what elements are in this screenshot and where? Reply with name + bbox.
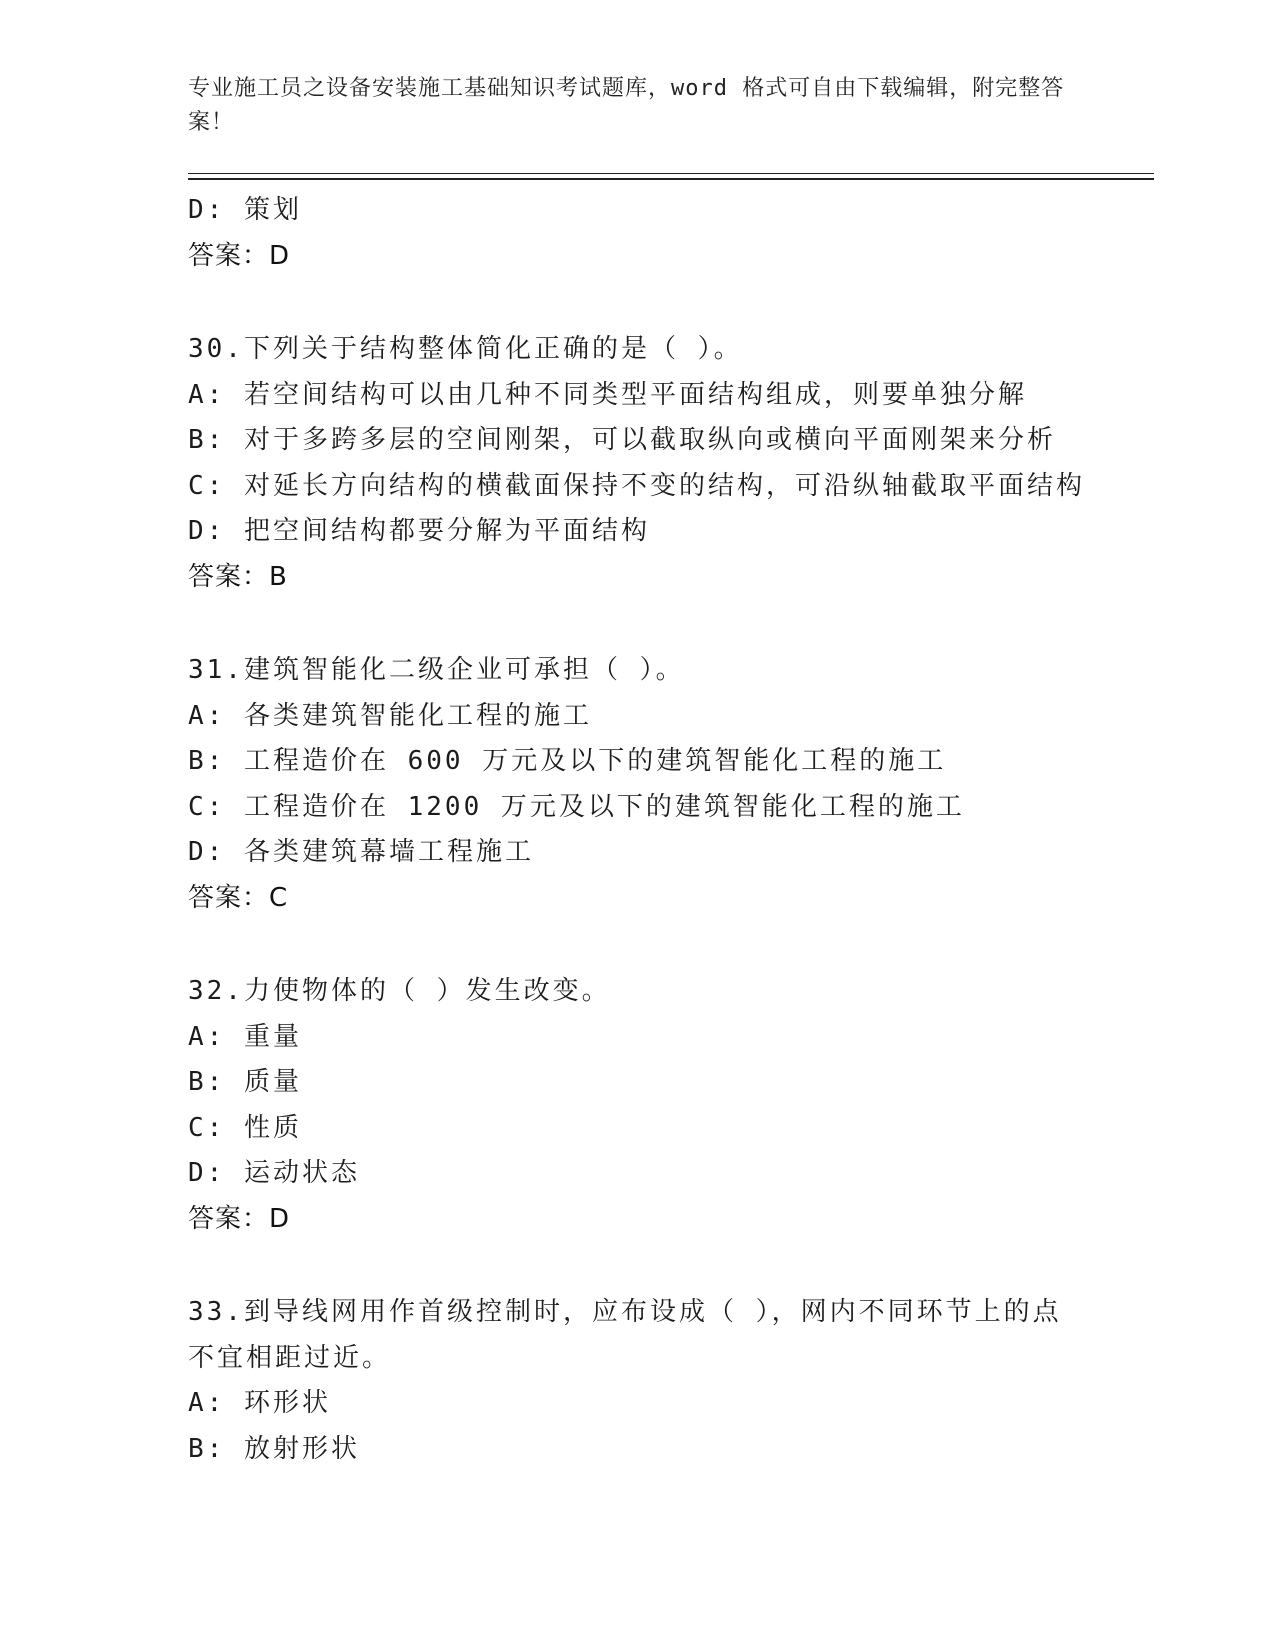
header-divider-thin bbox=[188, 173, 1154, 174]
option-c: C: 性质 bbox=[188, 1112, 302, 1143]
option-b: B: 质量 bbox=[188, 1067, 302, 1097]
option-a: A: 重量 bbox=[188, 1021, 302, 1052]
question-32 bbox=[188, 969, 1154, 1242]
option-d: D: 策划 bbox=[188, 195, 302, 225]
option-d: D: 把空间结构都要分解为平面结构 bbox=[188, 516, 650, 546]
question-text: 30.下列关于结构整体简化正确的是（ ）。 bbox=[188, 334, 743, 364]
option-d: D: 运动状态 bbox=[188, 1158, 360, 1188]
answer-label: 答案：D bbox=[188, 240, 291, 271]
option-c: C: 对延长方向结构的横截面保持不变的结构，可沿纵轴截取平面结构 bbox=[188, 470, 1085, 501]
option-b: B: 工程造价在 600 万元及以下的建筑智能化工程的施工 bbox=[188, 746, 947, 776]
question-list bbox=[188, 188, 1154, 1472]
option-a: A: 各类建筑智能化工程的施工 bbox=[188, 700, 592, 731]
answer-label: 答案：C bbox=[188, 882, 289, 913]
spacer bbox=[188, 1242, 1154, 1290]
option-a: A: 若空间结构可以由几种不同类型平面结构组成，则要单独分解 bbox=[188, 379, 1027, 410]
document-header: 专业施工员之设备安装施工基础知识考试题库，word 格式可自由下载编辑，附完整答案！ bbox=[188, 76, 1065, 135]
spacer bbox=[188, 600, 1154, 648]
answer-label: 答案：D bbox=[188, 1203, 291, 1234]
question-text: 32.力使物体的（ ）发生改变。 bbox=[188, 976, 611, 1006]
question-text: 33.到导线网用作首级控制时，应布设成（ ），网内不同环节上的点不宜相距过近。 bbox=[188, 1297, 1062, 1373]
option-d: D: 各类建筑幕墙工程施工 bbox=[188, 837, 534, 867]
spacer bbox=[188, 279, 1154, 327]
option-b: B: 放射形状 bbox=[188, 1433, 360, 1464]
option-a: A: 环形状 bbox=[188, 1388, 331, 1418]
question-31 bbox=[188, 648, 1154, 921]
header-divider-thick bbox=[188, 178, 1154, 180]
question-text: 31.建筑智能化二级企业可承担（ ）。 bbox=[188, 655, 685, 685]
question-29-tail bbox=[188, 188, 1154, 279]
question-30 bbox=[188, 327, 1154, 600]
question-33 bbox=[188, 1290, 1154, 1472]
spacer bbox=[188, 921, 1154, 969]
option-c: C: 工程造价在 1200 万元及以下的建筑智能化工程的施工 bbox=[188, 791, 965, 822]
option-b: B: 对于多跨多层的空间刚架，可以截取纵向或横向平面刚架来分析 bbox=[188, 425, 1056, 455]
answer-label: 答案：B bbox=[188, 561, 288, 592]
